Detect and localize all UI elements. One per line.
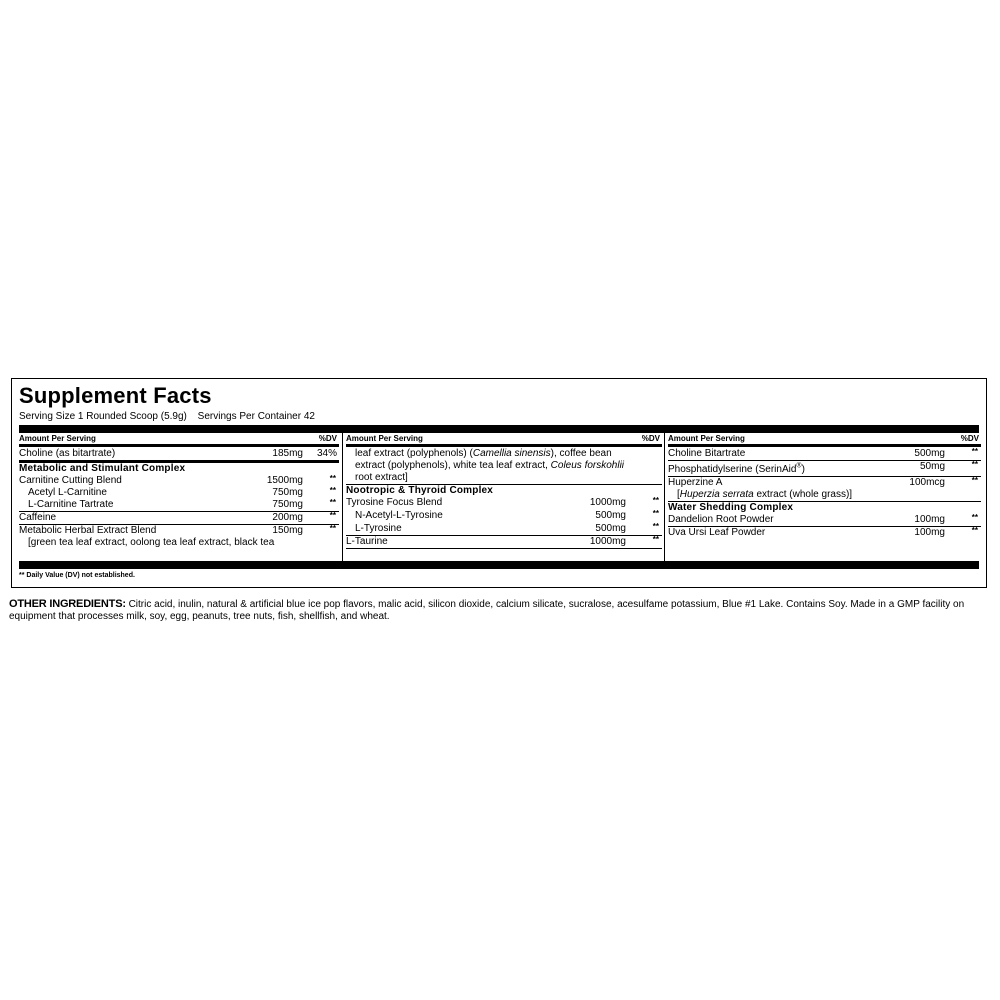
nutrient-amount: 100mg (914, 527, 945, 539)
panel-title: Supplement Facts (19, 383, 212, 408)
nutrient-row-carnitine-blend (19, 475, 339, 487)
nutrient-row-l-taurine (346, 536, 662, 549)
desc-text: leaf extract (polyphenols) ( (355, 448, 473, 459)
desc-text: extract (whole grass)] (753, 489, 853, 501)
nutrient-row-carnitine-tartrate (19, 499, 339, 512)
nutrient-name: L-Tyrosine (355, 523, 402, 534)
desc-text: [ (677, 489, 680, 501)
nutrient-row-phosphatidylserine (668, 461, 981, 477)
nutrient-dv: ** (971, 447, 978, 456)
amount-header: Amount Per Serving (346, 434, 423, 443)
nutrient-row-acetyl-carnitine (19, 487, 339, 499)
nutrient-name: Tyrosine Focus Blend (346, 497, 443, 508)
column-header (668, 433, 981, 447)
nutrient-name (668, 464, 805, 475)
nutrient-row-tyrosine-blend (346, 497, 662, 509)
nutrient-name: Uva Ursi Leaf Powder (668, 527, 766, 539)
column-header (346, 433, 662, 447)
nutrient-dv: ** (329, 474, 336, 483)
nutrient-amount: 500mg (595, 510, 626, 521)
nutrient-row-caffeine (19, 512, 339, 525)
nutrient-dv: ** (971, 460, 978, 469)
serving-size: Serving Size 1 Rounded Scoop (5.9g) (19, 411, 187, 422)
section-title-water-shedding: Water Shedding Complex (668, 502, 794, 514)
nutrient-name: L-Carnitine Tartrate (28, 499, 114, 510)
nutrient-dv: ** (971, 526, 978, 536)
column-2 (342, 433, 662, 561)
section-title-nootropic: Nootropic & Thyroid Complex (346, 485, 494, 496)
desc-italic: Huperzia serrata (679, 489, 754, 501)
nutrient-amount: 50mg (919, 461, 945, 472)
desc-text: root extract] (355, 472, 408, 483)
other-ingredients-label: OTHER INGREDIENTS: (9, 598, 126, 610)
nutrient-name: Choline (as bitartrate) (19, 448, 116, 459)
nutrient-name: Dandelion Root Powder (668, 514, 774, 526)
nutrient-dv: ** (652, 535, 659, 544)
nutrient-dv: ** (329, 511, 336, 520)
dv-header: %DV (641, 434, 660, 443)
nutrient-dv: ** (329, 486, 336, 495)
serving-info (19, 411, 323, 423)
nutrient-amount: 1000mg (589, 536, 626, 547)
nutrient-amount: 100mg (914, 514, 945, 526)
nutrient-row-l-tyrosine (346, 523, 662, 536)
nutrient-row-uva-ursi (668, 527, 981, 539)
amount-header: Amount Per Serving (19, 434, 96, 443)
nutrient-name: Choline Bitartrate (668, 448, 746, 459)
nutrient-dv: ** (329, 498, 336, 507)
desc-italic: Coleus forskohlii (550, 460, 625, 471)
herbal-blend-description-continued (346, 448, 662, 485)
nutrient-row-choline (19, 448, 339, 463)
nutrient-amount: 100mcg (909, 477, 945, 489)
other-ingredients-text: Citric acid, inulin, natural & artificial blue ice pop flavors, malic acid, silicon dioxide, calcium silicate, sucralose, acesulfame potassium, Blue #1 Lake. Contains Soy. Made in a GMP facility on equipment that processes milk, soy, egg, peanuts, tree nuts, fish, shellfish, and wheat. (9, 599, 965, 622)
nutrient-name: Carnitine Cutting Blend (19, 475, 122, 486)
nutrient-row-huperzine (668, 477, 981, 489)
ps-name: Phosphatidylserine (SerinAid (668, 464, 797, 476)
nutrient-amount: 750mg (272, 487, 303, 498)
nutrient-amount: 500mg (595, 523, 626, 534)
amount-header: Amount Per Serving (668, 434, 745, 443)
nutrient-dv: 34% (316, 448, 337, 459)
bottom-rule (19, 561, 979, 569)
other-ingredients (9, 598, 994, 623)
section-title-metabolic: Metabolic and Stimulant Complex (19, 463, 186, 474)
nutrient-dv: ** (971, 513, 978, 523)
nutrient-name: Caffeine (19, 512, 57, 523)
nutrient-amount: 200mg (272, 512, 303, 523)
nutrient-amount: 750mg (272, 499, 303, 510)
nutrient-amount: 500mg (914, 448, 945, 459)
dv-footnote: ** Daily Value (DV) not established. (19, 572, 135, 579)
nutrient-amount: 1500mg (266, 475, 303, 486)
ps-close: ) (801, 464, 805, 476)
desc-italic: Camellia sinensis (472, 448, 551, 459)
nutrient-row-choline-bitartrate (668, 448, 981, 461)
nutrient-amount: 1000mg (589, 497, 626, 508)
nutrient-row-herbal-blend (19, 525, 339, 537)
nutrient-name: Huperzine A (668, 477, 723, 489)
nutrient-dv: ** (329, 524, 336, 533)
nutrient-amount: 150mg (272, 525, 303, 536)
nutrient-amount: 185mg (272, 448, 303, 459)
nutrient-name: N-Acetyl-L-Tyrosine (355, 510, 443, 521)
huperzine-description (668, 489, 981, 502)
nutrient-name: L-Taurine (346, 536, 388, 547)
servings-per-container: Servings Per Container 42 (197, 411, 315, 422)
dv-header: %DV (960, 434, 979, 443)
nutrient-name: Acetyl L-Carnitine (28, 487, 107, 498)
nutrient-dv: ** (652, 509, 659, 518)
nutrient-dv: ** (971, 476, 978, 486)
registered-mark: ® (796, 463, 802, 470)
herbal-blend-description: [green tea leaf extract, oolong tea leaf extract, black tea (28, 537, 275, 548)
supplement-facts-panel (11, 378, 987, 588)
dv-header: %DV (318, 434, 337, 443)
top-rule (19, 425, 979, 433)
nutrient-name: Metabolic Herbal Extract Blend (19, 525, 157, 536)
nutrient-row-dandelion (668, 514, 981, 527)
column-3 (664, 433, 981, 561)
column-1 (19, 433, 339, 561)
nutrient-row-n-acetyl-tyrosine (346, 510, 662, 522)
nutrient-dv: ** (652, 522, 659, 531)
desc-text: ), coffee bean extract (polyphenols), white tea leaf extract, (355, 448, 612, 471)
column-header (19, 433, 339, 447)
nutrient-dv: ** (652, 496, 659, 505)
